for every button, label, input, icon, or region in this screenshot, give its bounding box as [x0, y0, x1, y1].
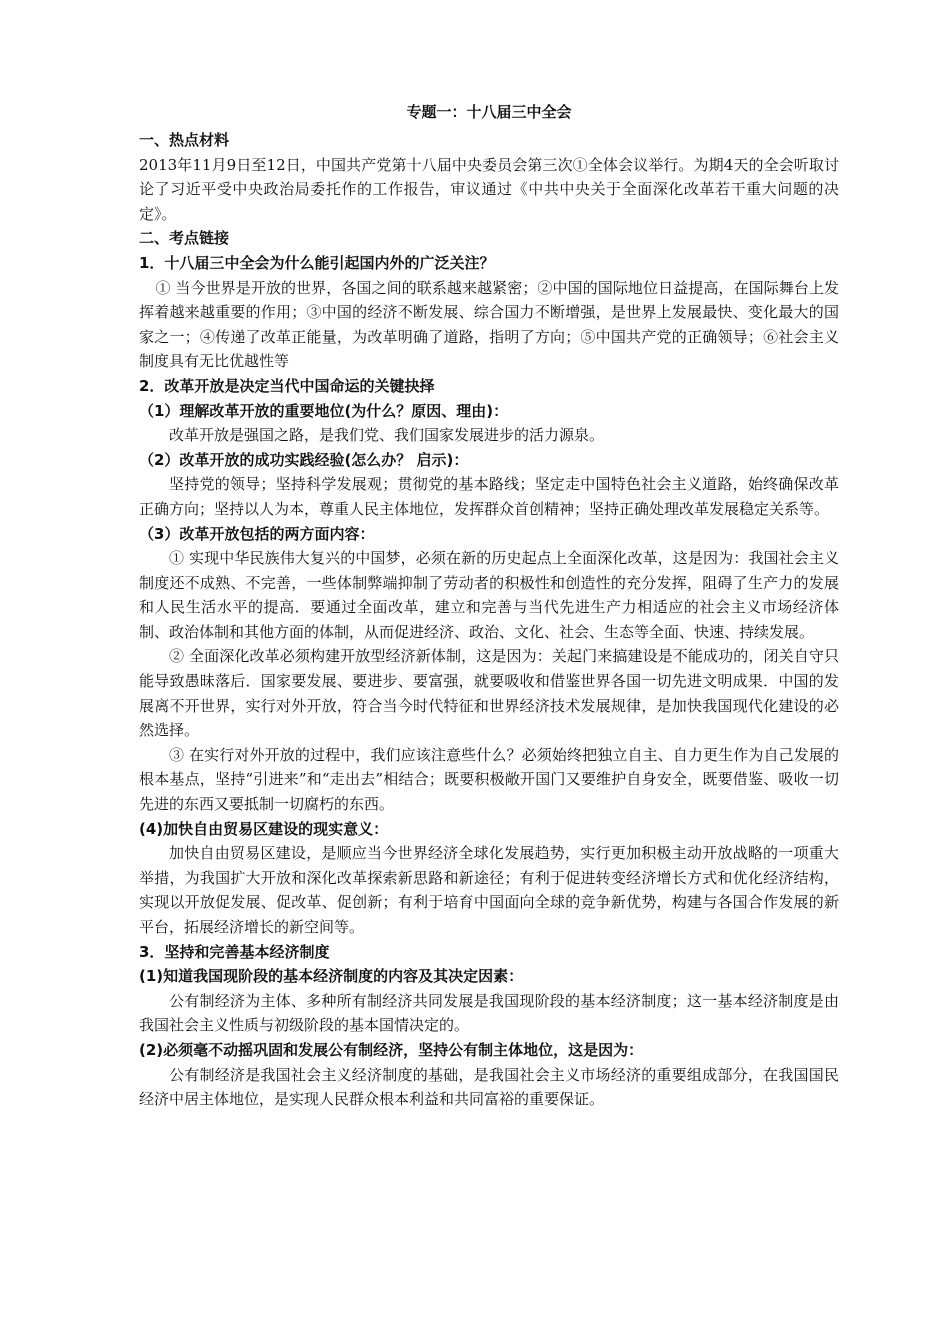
- question-1-heading: 1．十八届三中全会为什么能引起国内外的广泛关注？: [139, 253, 495, 272]
- question-2-sub4-text: 加快自由贸易区建设，是顺应当今世界经济全球化发展趋势，实行更加积极主动开放战略的一项重大举措，为我国扩大开放和深化改革探索新思路和新途径；有利于促进转变经济增长方式和优化经济结构，实现以开放促发展、促改革、促创新；有利于培育中国面向全球的竞争新优势，构建与各国合作发展的新平台，拓展经济增长的新空间等。: [139, 844, 839, 936]
- question-1-text: ① 当今世界是开放的世界，各国之间的联系越来越紧密；②中国的国际地位日益提高，在国际舞台上发挥着越来越重要的作用；③中国的经济不断发展、综合国力不断增强，是世界上发展最快、变化最大的国家之一；④传递了改革正能量，为改革明确了道路，指明了方向；⑤中国共产党的正确领导；⑥社会主义制度具有无比优越性等: [139, 278, 839, 371]
- hot-material-text: 2013年11月9日至12日，中国共产党第十八届中央委员会第三次①全体会议举行。为期4天的全会听取讨论了习近平受中央政治局委托作的工作报告，审议通过《中共中央关于全面深化改革若干重大问题的决定》。: [139, 155, 839, 223]
- section-heading-hot-material: 一、热点材料: [139, 131, 230, 149]
- question-2-sub3-heading: （3）改革开放包括的两方面内容：: [139, 524, 375, 543]
- question-3-sub1-text: 公有制经济为主体、多种所有制经济共同发展是我国现阶段的基本经济制度；这一基本经济制度是由我国社会主义性质与初级阶段的基本国情决定的。: [139, 991, 839, 1035]
- question-3-sub2-text: 公有制经济是我国社会主义经济制度的基础，是我国社会主义市场经济的重要组成部分，在我国国民经济中居主体地位，是实现人民群众根本利益和共同富裕的重要保证。: [139, 1065, 839, 1109]
- question-2-sub3-paragraph-3: ③ 在实行对外开放的过程中，我们应该注意些什么？必须始终把独立自主、自力更生作为自己发展的根本基点，坚持“引进来”和“走出去”相结合；既要积极敞开国门又要维护自身安全，既要借鉴、吸收一切先进的东西又要抵制一切腐朽的东西。: [139, 745, 839, 814]
- question-3-sub2-heading: (2)必须毫不动摇巩固和发展公有制经济，坚持公有制主体地位，这是因为：: [139, 1040, 644, 1059]
- page-title: 专题一：十八届三中全会: [406, 103, 572, 121]
- document-page: [139, 100, 839, 1112]
- section-heading-exam-links: 二、考点链接: [139, 229, 230, 248]
- question-2-sub2-heading: （2）改革开放的成功实践经验(怎么办？ 启示)：: [139, 450, 469, 469]
- question-2-sub1-text: 改革开放是强国之路，是我们党、我们国家发展进步的活力源泉。: [169, 426, 605, 445]
- question-2-sub3-paragraph-2: ② 全面深化改革必须构建开放型经济新体制，这是因为：关起门来搞建设是不能成功的，闭关自守只能导致愚昧落后．国家要发展、要进步、要富强，就要吸收和借鉴世界各国一切先进文明成果．中国的发展离不开世界，实行对外开放，符合当今时代特征和世界经济技术发展规律，是加快我国现代化建设的必然选择。: [139, 647, 839, 740]
- question-2-sub4-heading: (4)加快自由贸易区建设的现实意义：: [139, 819, 389, 838]
- question-3-sub1-heading: (1)知道我国现阶段的基本经济制度的内容及其决定因素：: [139, 967, 524, 986]
- question-3-heading: 3．坚持和完善基本经济制度: [139, 942, 330, 961]
- question-2-heading: 2．改革开放是决定当代中国命运的关键抉择: [139, 376, 435, 395]
- question-2-sub3-paragraph-1: ① 实现中华民族伟大复兴的中国梦，必须在新的历史起点上全面深化改革，这是因为：我国社会主义制度还不成熟、不完善，一些体制弊端抑制了劳动者的积极性和创造性的充分发挥，阻碍了生产力的发展和人民生活水平的提高．要通过全面改革，建立和完善与当代先进生产力相适应的社会主义市场经济体制、政治体制和其他方面的体制，从而促进经济、政治、文化、社会、生态等全面、快速、持续发展。: [139, 549, 839, 641]
- question-2-sub1-heading: （1）理解改革开放的重要地位(为什么？原因、理由)：: [139, 401, 509, 420]
- question-2-sub2-text: 坚持党的领导；坚持科学发展观；贯彻党的基本路线；坚定走中国特色社会主义道路，始终确保改革正确方向；坚持以人为本，尊重人民主体地位，发挥群众首创精神；坚持正确处理改革发展稳定关系等。: [139, 475, 839, 518]
